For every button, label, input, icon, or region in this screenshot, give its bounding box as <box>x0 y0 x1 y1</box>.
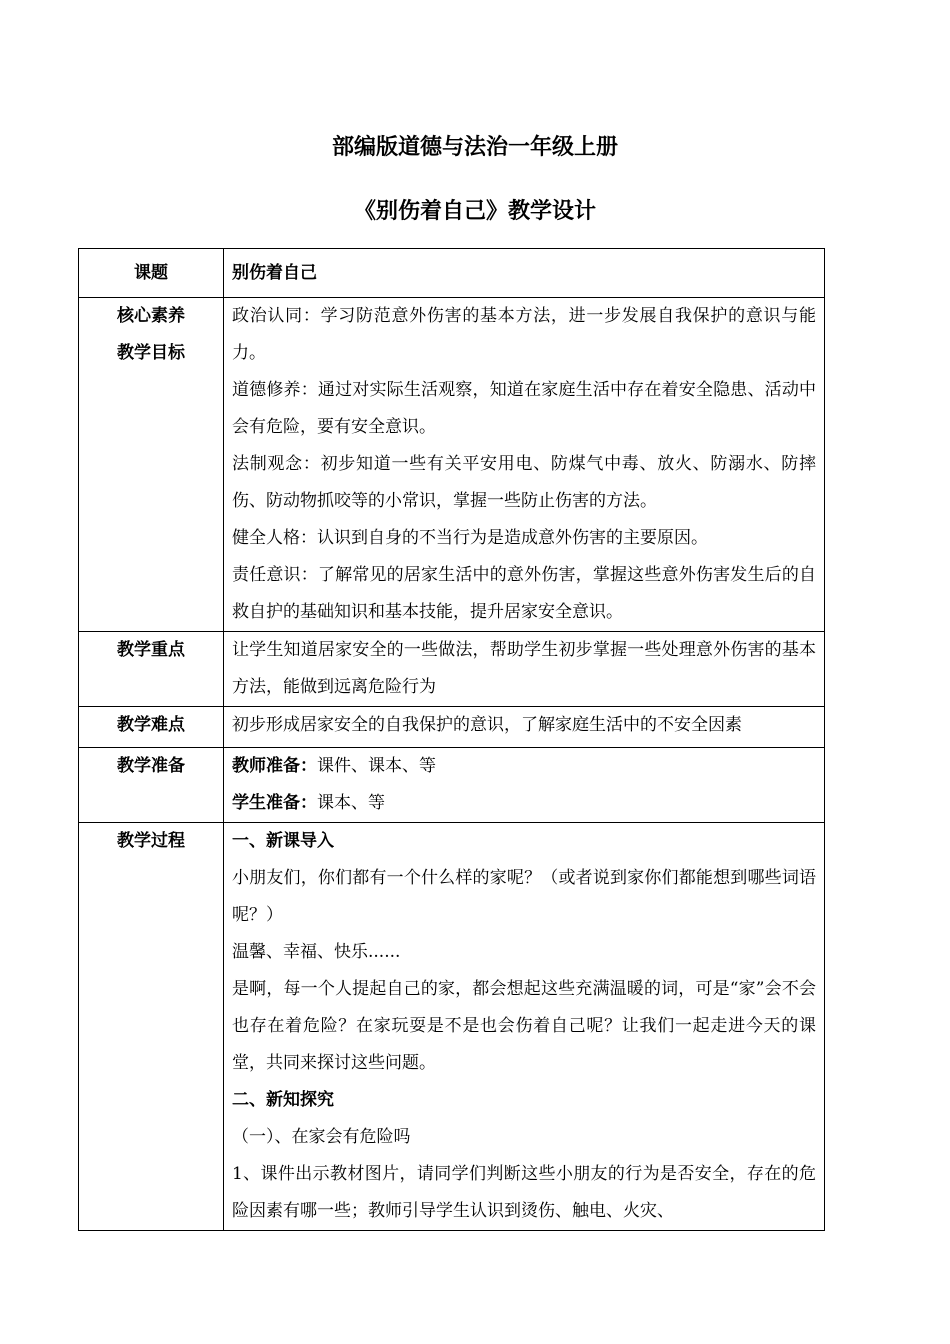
teacher-prep-value: 课件、课本、等 <box>317 756 436 776</box>
row-difficulties <box>79 707 825 748</box>
goals-label-line1: 核心素养 <box>117 306 185 326</box>
process-paragraph: 1、课件出示教材图片，请同学们判断这些小朋友的行为是否安全，存在的危险因素有哪一些；教师引导学生认识到烫伤、触电、火灾、 <box>232 1164 816 1221</box>
key-points-label: 教学重点 <box>79 632 224 707</box>
student-preparation <box>232 785 816 822</box>
lesson-plan-table <box>78 248 825 1231</box>
goals-label-line2: 教学目标 <box>117 343 185 363</box>
difficulties-label: 教学难点 <box>79 707 224 748</box>
process-paragraph: 是啊，每一个人提起自己的家，都会想起这些充满温暖的词，可是“家”会不会也存在着危险？在家玩耍是不是也会伤着自己呢？让我们一起走进今天的课堂，共同来探讨这些问题。 <box>232 979 816 1073</box>
row-preparation <box>79 748 825 823</box>
process-content <box>224 823 825 1231</box>
row-goals <box>79 298 825 632</box>
row-process <box>79 823 825 1231</box>
goals-content <box>224 298 825 632</box>
document-title-line1: 部编版道德与法治一年级上册 <box>331 135 618 160</box>
student-prep-label: 学生准备： <box>232 793 317 813</box>
topic-label: 课题 <box>79 249 224 298</box>
goal-item: 健全人格：认识到自身的不当行为是造成意外伤害的主要原因。 <box>232 528 708 548</box>
teacher-preparation <box>232 748 816 785</box>
process-paragraph: 小朋友们，你们都有一个什么样的家呢？（或者说到家你们都能想到哪些词语呢？） <box>232 868 816 925</box>
document-title-line2: 《别伤着自己》教学设计 <box>353 199 596 224</box>
goals-label <box>79 298 224 632</box>
key-points-value <box>224 632 825 707</box>
key-points-text: 让学生知道居家安全的一些做法，帮助学生初步掌握一些处理意外伤害的基本方法，能做到远离危险行为 <box>232 640 816 697</box>
process-paragraph: 温馨、幸福、快乐...... <box>232 942 401 962</box>
topic-value: 别伤着自己 <box>224 249 825 298</box>
subsection-heading: （一）、在家会有危险吗 <box>232 1127 411 1147</box>
row-key-points <box>79 632 825 707</box>
goal-item: 法制观念：初步知道一些有关平安用电、防煤气中毒、放火、防溺水、防摔伤、防动物抓咬等的小常识，掌握一些防止伤害的方法。 <box>232 454 816 511</box>
student-prep-value: 课本、等 <box>317 793 385 813</box>
section1-heading: 一、新课导入 <box>232 831 334 851</box>
process-label: 教学过程 <box>79 823 224 1231</box>
goal-item: 道德修养：通过对实际生活观察，知道在家庭生活中存在着安全隐患、活动中会有危险，要有安全意识。 <box>232 380 816 437</box>
teacher-prep-label: 教师准备： <box>232 756 317 776</box>
goal-item: 责任意识：了解常见的居家生活中的意外伤害，掌握这些意外伤害发生后的自救自护的基础知识和基本技能，提升居家安全意识。 <box>232 565 816 622</box>
preparation-label: 教学准备 <box>79 748 224 823</box>
difficulties-value: 初步形成居家安全的自我保护的意识，了解家庭生活中的不安全因素 <box>224 707 825 748</box>
goal-item: 政治认同：学习防范意外伤害的基本方法，进一步发展自我保护的意识与能力。 <box>232 306 816 363</box>
preparation-content <box>224 748 825 823</box>
section2-heading: 二、新知探究 <box>232 1090 334 1110</box>
row-topic <box>79 249 825 298</box>
